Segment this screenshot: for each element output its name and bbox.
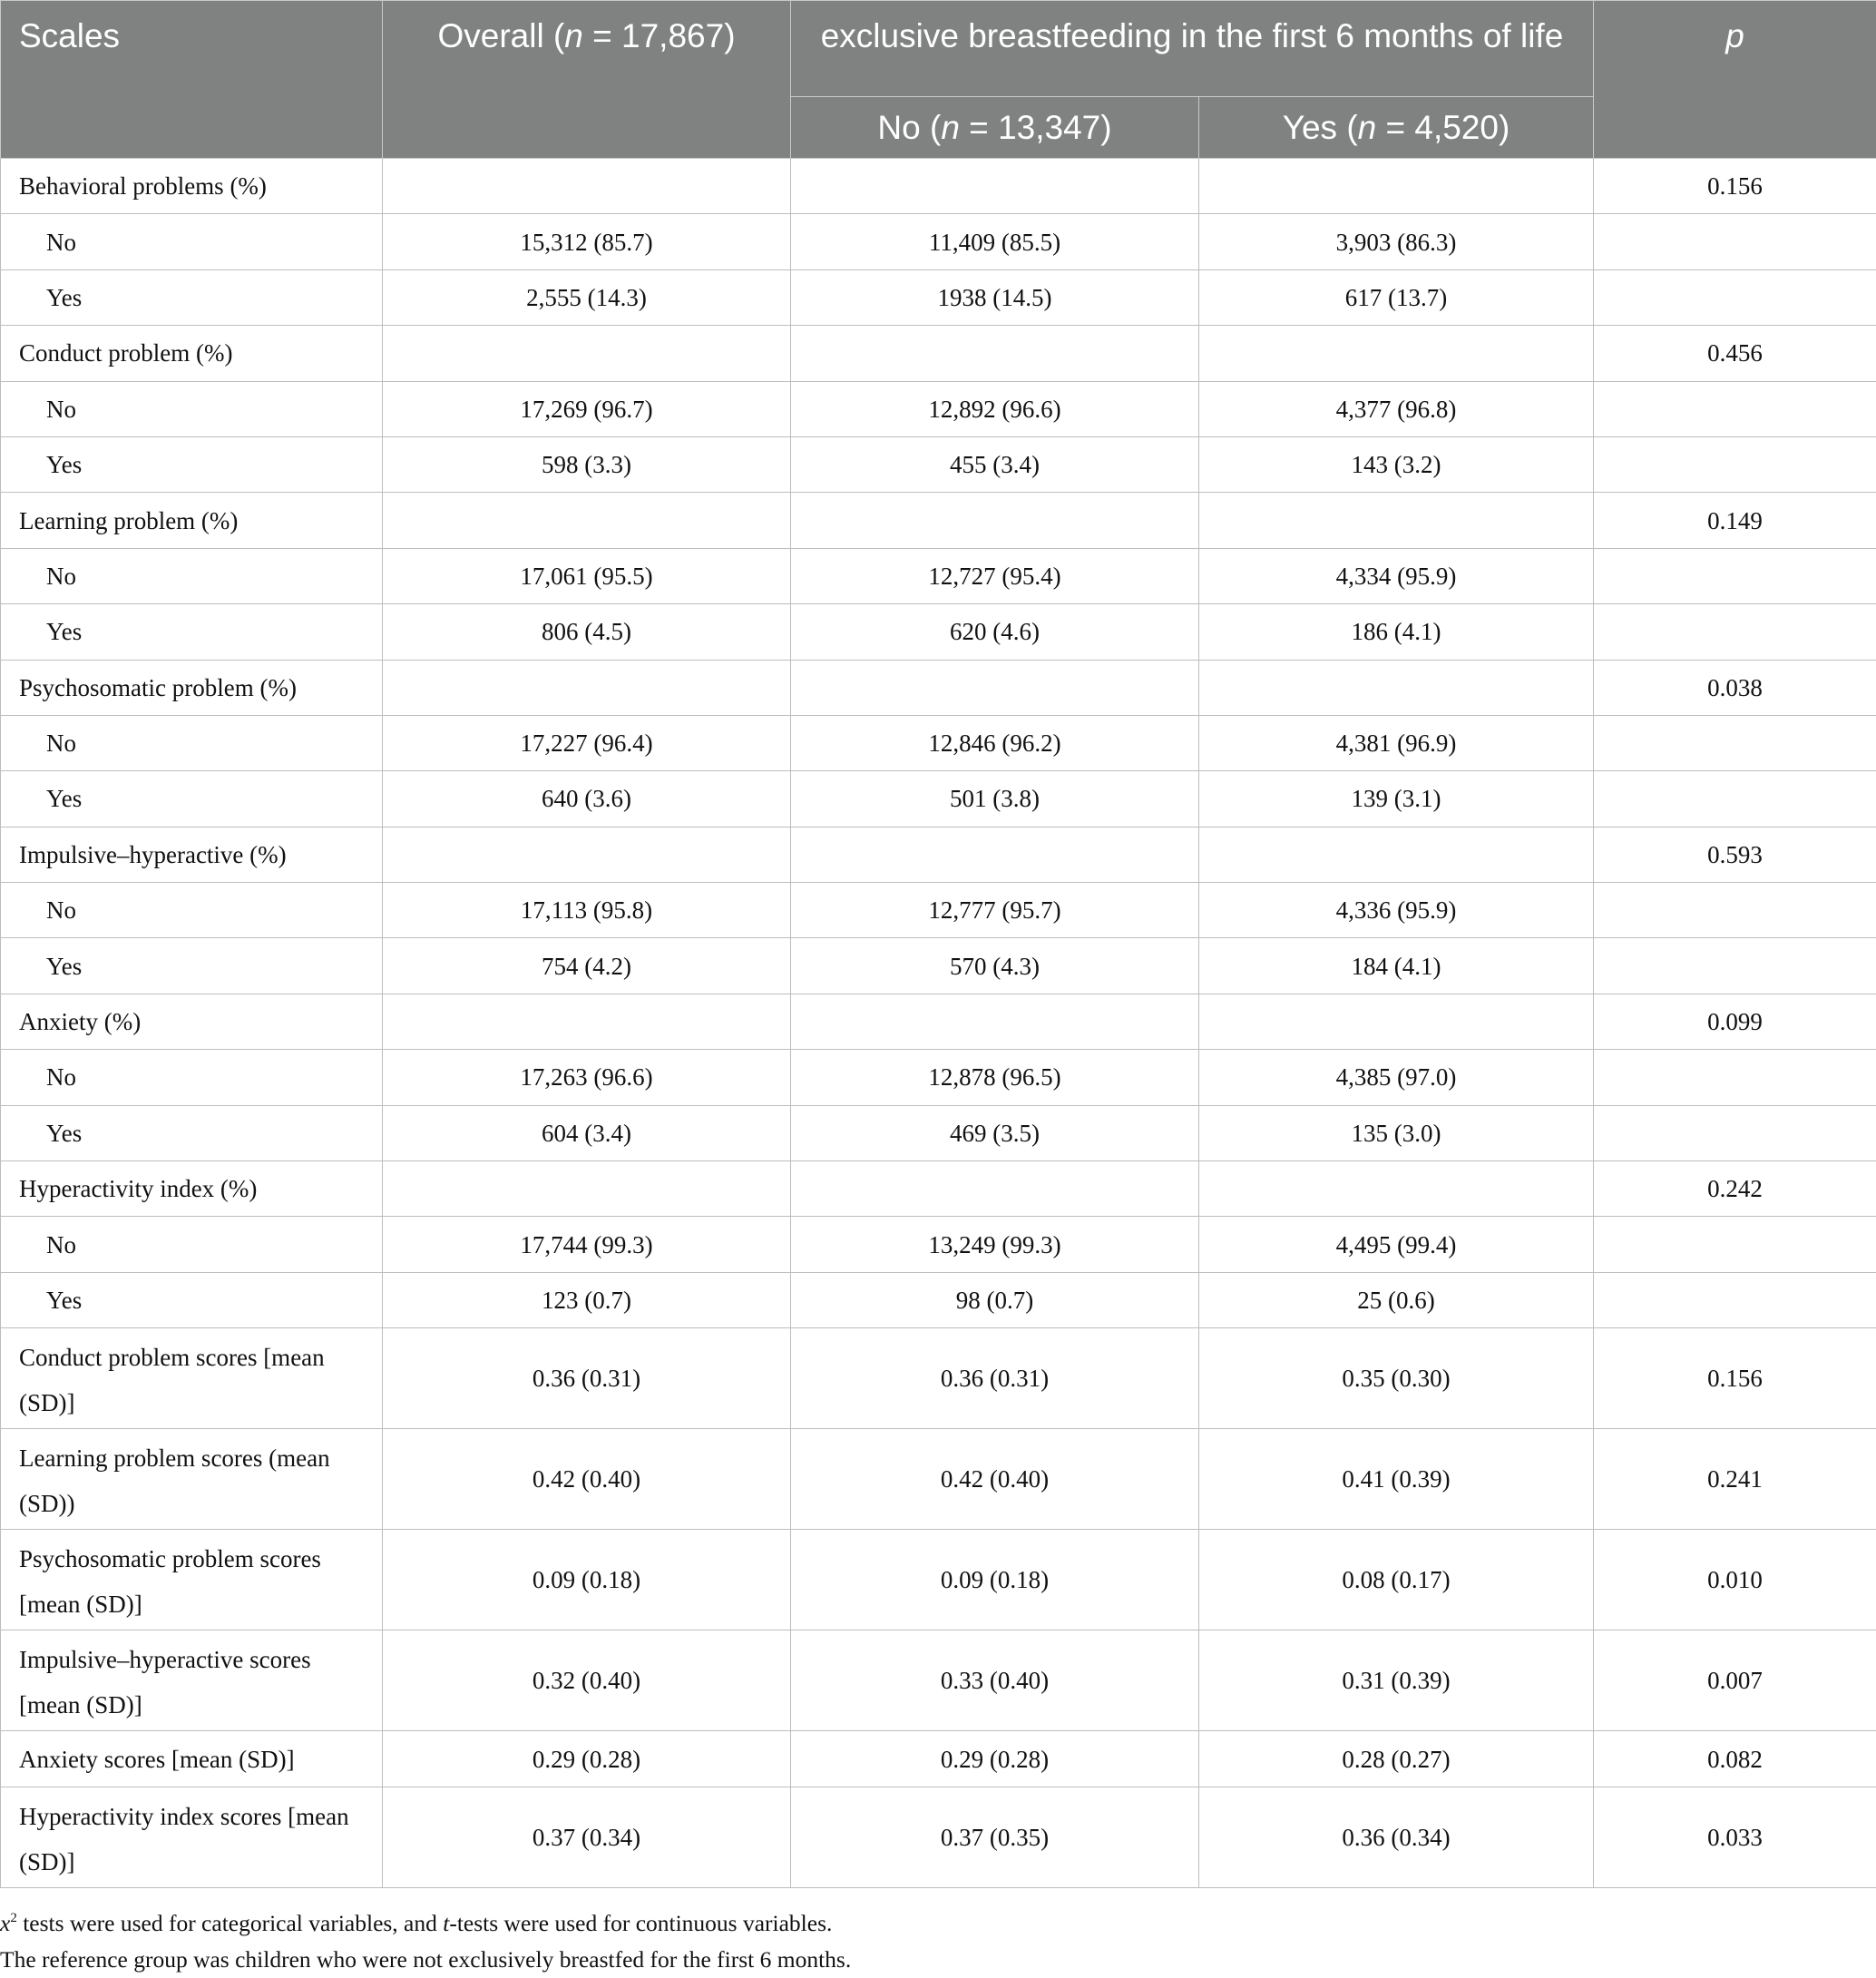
table-row [1, 1787, 1876, 1888]
row-label: Conduct problem scores [mean (SD)] [1, 1328, 383, 1429]
row-label: Yes [1, 1272, 383, 1327]
table-row [1, 1530, 1876, 1630]
cell-overall: 17,744 (99.3) [383, 1217, 791, 1272]
cell-yes: 617 (13.7) [1199, 269, 1594, 325]
row-label: Psychosomatic problem scores [mean (SD)] [1, 1530, 383, 1630]
table-row [1, 771, 1876, 827]
footnote-1a: tests were used for categorical variables, and [17, 1910, 443, 1936]
header-no [791, 97, 1199, 159]
cell-overall [383, 827, 791, 882]
table-row [1, 1429, 1876, 1530]
cell-p [1594, 1105, 1876, 1160]
cell-yes: 4,334 (95.9) [1199, 548, 1594, 603]
cell-no: 455 (3.4) [791, 436, 1199, 492]
cell-p: 0.241 [1594, 1429, 1876, 1530]
table-row [1, 1105, 1876, 1160]
row-label: Conduct problem (%) [1, 326, 383, 381]
row-label: Yes [1, 1105, 383, 1160]
table-row [1, 493, 1876, 548]
table-row [1, 883, 1876, 938]
cell-overall [383, 660, 791, 715]
cell-yes: 0.41 (0.39) [1199, 1429, 1594, 1530]
header-overall [383, 1, 791, 159]
cell-yes: 3,903 (86.3) [1199, 214, 1594, 269]
cell-yes: 186 (4.1) [1199, 604, 1594, 660]
header-yes [1199, 97, 1594, 159]
cell-overall [383, 994, 791, 1049]
cell-overall: 123 (0.7) [383, 1272, 791, 1327]
header-no-suffix: = 13,347) [960, 109, 1112, 146]
row-label: Learning problem (%) [1, 493, 383, 548]
cell-yes [1199, 994, 1594, 1049]
cell-no: 12,777 (95.7) [791, 883, 1199, 938]
footnote-1b: -tests were used for continuous variables. [449, 1910, 832, 1936]
cell-p: 0.156 [1594, 159, 1876, 214]
row-label: No [1, 381, 383, 436]
table-row [1, 660, 1876, 715]
header-p [1594, 1, 1876, 159]
cell-overall: 17,263 (96.6) [383, 1050, 791, 1105]
cell-no: 0.29 (0.28) [791, 1731, 1199, 1787]
cell-no: 469 (3.5) [791, 1105, 1199, 1160]
header-no-prefix: No ( [877, 109, 941, 146]
cell-yes [1199, 1161, 1594, 1217]
header-overall-suffix: = 17,867) [583, 17, 736, 54]
cell-yes: 139 (3.1) [1199, 771, 1594, 827]
cell-p: 0.149 [1594, 493, 1876, 548]
table-row [1, 1731, 1876, 1787]
cell-no: 0.33 (0.40) [791, 1630, 1199, 1731]
cell-yes: 4,381 (96.9) [1199, 715, 1594, 770]
cell-p: 0.099 [1594, 994, 1876, 1049]
cell-p [1594, 1272, 1876, 1327]
cell-p [1594, 1050, 1876, 1105]
header-yes-suffix: = 4,520) [1376, 109, 1510, 146]
cell-overall: 0.42 (0.40) [383, 1429, 791, 1530]
cell-no: 12,878 (96.5) [791, 1050, 1199, 1105]
row-label: Hyperactivity index (%) [1, 1161, 383, 1217]
cell-overall: 806 (4.5) [383, 604, 791, 660]
cell-p [1594, 436, 1876, 492]
cell-overall: 0.32 (0.40) [383, 1630, 791, 1731]
cell-yes [1199, 493, 1594, 548]
row-label: No [1, 883, 383, 938]
cell-yes: 25 (0.6) [1199, 1272, 1594, 1327]
cell-p: 0.156 [1594, 1328, 1876, 1429]
cell-yes: 0.28 (0.27) [1199, 1731, 1594, 1787]
row-label: Yes [1, 771, 383, 827]
table-row [1, 436, 1876, 492]
cell-no: 12,892 (96.6) [791, 381, 1199, 436]
row-label: Hyperactivity index scores [mean (SD)] [1, 1787, 383, 1888]
row-label: Anxiety scores [mean (SD)] [1, 1731, 383, 1787]
cell-p [1594, 214, 1876, 269]
footnote-2: The reference group was children who were not exclusively breastfed for the first 6 months. [0, 1942, 851, 1978]
cell-overall: 0.09 (0.18) [383, 1530, 791, 1630]
cell-overall: 17,061 (95.5) [383, 548, 791, 603]
row-label: Yes [1, 938, 383, 994]
cell-overall: 15,312 (85.7) [383, 214, 791, 269]
row-label: Learning problem scores (mean (SD)) [1, 1429, 383, 1530]
cell-overall: 0.37 (0.34) [383, 1787, 791, 1888]
cell-yes [1199, 660, 1594, 715]
footnote-chi-sup: 2 [10, 1911, 17, 1925]
footnote-1 [0, 1900, 851, 1942]
cell-overall: 17,269 (96.7) [383, 381, 791, 436]
cell-no [791, 493, 1199, 548]
cell-no [791, 326, 1199, 381]
row-label: Anxiety (%) [1, 994, 383, 1049]
table-row [1, 1630, 1876, 1731]
row-label: No [1, 1050, 383, 1105]
cell-p [1594, 715, 1876, 770]
cell-overall: 17,113 (95.8) [383, 883, 791, 938]
cell-p [1594, 604, 1876, 660]
cell-yes: 4,377 (96.8) [1199, 381, 1594, 436]
cell-p [1594, 771, 1876, 827]
cell-no: 0.42 (0.40) [791, 1429, 1199, 1530]
cell-p: 0.593 [1594, 827, 1876, 882]
cell-overall: 598 (3.3) [383, 436, 791, 492]
header-p-letter: p [1725, 17, 1744, 54]
table-header [1, 1, 1876, 159]
row-label: Yes [1, 436, 383, 492]
cell-no [791, 827, 1199, 882]
cell-overall: 640 (3.6) [383, 771, 791, 827]
row-label: Impulsive–hyperactive scores [mean (SD)] [1, 1630, 383, 1731]
cell-no: 98 (0.7) [791, 1272, 1199, 1327]
cell-overall: 604 (3.4) [383, 1105, 791, 1160]
cell-no [791, 1161, 1199, 1217]
row-label: Psychosomatic problem (%) [1, 660, 383, 715]
cell-yes: 0.35 (0.30) [1199, 1328, 1594, 1429]
cell-yes: 4,495 (99.4) [1199, 1217, 1594, 1272]
table-row [1, 1161, 1876, 1217]
cell-no [791, 994, 1199, 1049]
row-label: Impulsive–hyperactive (%) [1, 827, 383, 882]
cell-overall [383, 159, 791, 214]
cell-yes [1199, 326, 1594, 381]
cell-no: 1938 (14.5) [791, 269, 1199, 325]
row-label: Yes [1, 269, 383, 325]
cell-p: 0.033 [1594, 1787, 1876, 1888]
cell-yes [1199, 159, 1594, 214]
table-body [1, 159, 1876, 1888]
cell-no: 0.37 (0.35) [791, 1787, 1199, 1888]
table-row [1, 381, 1876, 436]
cell-overall: 0.36 (0.31) [383, 1328, 791, 1429]
table-row [1, 994, 1876, 1049]
cell-p: 0.082 [1594, 1731, 1876, 1787]
table-row [1, 604, 1876, 660]
cell-overall [383, 1161, 791, 1217]
table-row [1, 1328, 1876, 1429]
cell-p [1594, 269, 1876, 325]
cell-no: 501 (3.8) [791, 771, 1199, 827]
cell-yes: 0.36 (0.34) [1199, 1787, 1594, 1888]
table-row [1, 1272, 1876, 1327]
row-label: No [1, 1217, 383, 1272]
table-row [1, 548, 1876, 603]
cell-no: 12,727 (95.4) [791, 548, 1199, 603]
cell-overall: 17,227 (96.4) [383, 715, 791, 770]
header-yes-n: n [1358, 109, 1377, 146]
cell-p [1594, 883, 1876, 938]
header-yes-prefix: Yes ( [1283, 109, 1358, 146]
cell-no: 620 (4.6) [791, 604, 1199, 660]
cell-no: 570 (4.3) [791, 938, 1199, 994]
cell-overall: 754 (4.2) [383, 938, 791, 994]
cell-no: 11,409 (85.5) [791, 214, 1199, 269]
header-row-1 [1, 1, 1876, 97]
cell-p [1594, 381, 1876, 436]
cell-no [791, 159, 1199, 214]
cell-overall [383, 326, 791, 381]
cell-p [1594, 938, 1876, 994]
cell-yes: 0.08 (0.17) [1199, 1530, 1594, 1630]
cell-no [791, 660, 1199, 715]
cell-p: 0.038 [1594, 660, 1876, 715]
table-row [1, 715, 1876, 770]
cell-yes: 4,336 (95.9) [1199, 883, 1594, 938]
footnote-chi-x: x [0, 1910, 10, 1936]
table-row [1, 1217, 1876, 1272]
row-label: No [1, 548, 383, 603]
table-row [1, 269, 1876, 325]
cell-p: 0.456 [1594, 326, 1876, 381]
cell-p [1594, 548, 1876, 603]
header-scales: Scales [1, 1, 383, 159]
header-overall-n: n [564, 17, 583, 54]
cell-yes: 0.31 (0.39) [1199, 1630, 1594, 1731]
footnotes [0, 1900, 851, 1978]
header-overall-prefix: Overall ( [437, 17, 564, 54]
cell-yes: 135 (3.0) [1199, 1105, 1594, 1160]
table-row [1, 1050, 1876, 1105]
cell-no: 0.09 (0.18) [791, 1530, 1199, 1630]
cell-p [1594, 1217, 1876, 1272]
table-row [1, 326, 1876, 381]
table-row [1, 159, 1876, 214]
table-row [1, 214, 1876, 269]
header-group-title: exclusive breastfeeding in the first 6 months of life [791, 1, 1594, 97]
cell-yes: 143 (3.2) [1199, 436, 1594, 492]
cell-yes: 4,385 (97.0) [1199, 1050, 1594, 1105]
table-row [1, 827, 1876, 882]
cell-overall [383, 493, 791, 548]
cell-no: 12,846 (96.2) [791, 715, 1199, 770]
cell-p: 0.010 [1594, 1530, 1876, 1630]
table-row [1, 938, 1876, 994]
footnote-t: t [443, 1910, 449, 1936]
cell-p: 0.242 [1594, 1161, 1876, 1217]
cell-yes [1199, 827, 1594, 882]
header-no-n: n [941, 109, 960, 146]
cell-no: 13,249 (99.3) [791, 1217, 1199, 1272]
cell-no: 0.36 (0.31) [791, 1328, 1199, 1429]
cell-overall: 2,555 (14.3) [383, 269, 791, 325]
cell-yes: 184 (4.1) [1199, 938, 1594, 994]
cell-p: 0.007 [1594, 1630, 1876, 1731]
row-label: Yes [1, 604, 383, 660]
cell-overall: 0.29 (0.28) [383, 1731, 791, 1787]
row-label: No [1, 715, 383, 770]
row-label: No [1, 214, 383, 269]
row-label: Behavioral problems (%) [1, 159, 383, 214]
